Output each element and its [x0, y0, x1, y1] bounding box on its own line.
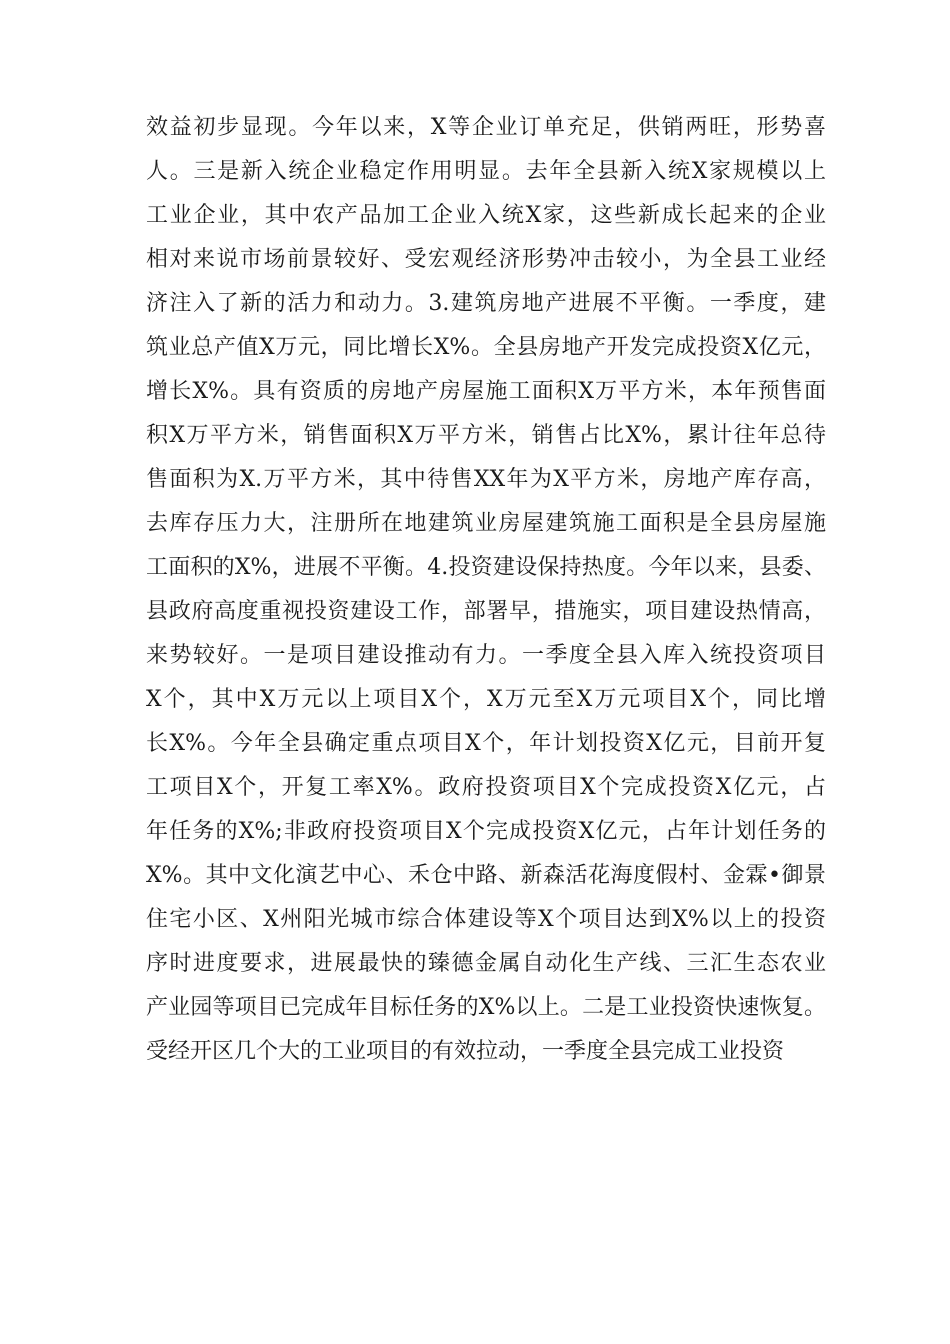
text-line: 受经开区几个大的工业项目的有效拉动，一季度全县完成工业投资: [146, 1039, 785, 1064]
text-line: X%。其中文化演艺中心、禾仓中路、新森活花海度假村、金霖•御景: [146, 863, 826, 888]
text-line: 工面积的X%，进展不平衡。4.投资建设保持热度。今年以来，县委、: [146, 555, 826, 580]
text-line: 去库存压力大，注册所在地建筑业房屋建筑施工面积是全县房屋施: [146, 511, 826, 536]
text-line: 产业园等项目已完成年目标任务的X%以上。二是工业投资快速恢复。: [146, 995, 826, 1020]
text-line: 来势较好。一是项目建设推动有力。一季度全县入库入统投资项目: [146, 643, 826, 668]
text-line: 人。三是新入统企业稳定作用明显。去年全县新入统X家规模以上: [146, 159, 826, 184]
text-line: 长X%。今年全县确定重点项目X个，年计划投资X亿元，目前开复: [146, 731, 826, 756]
text-line: 年任务的X%;非政府投资项目X个完成投资X亿元，占年计划任务的: [146, 819, 826, 844]
text-line: 住宅小区、X州阳光城市综合体建设等X个项目达到X%以上的投资: [146, 907, 826, 932]
text-line: X个，其中X万元以上项目X个，X万元至X万元项目X个，同比增: [146, 687, 826, 712]
text-line: 工项目X个，开复工率X%。政府投资项目X个完成投资X亿元，占: [146, 775, 826, 800]
text-line: 序时进度要求，进展最快的臻德金属自动化生产线、三汇生态农业: [146, 951, 826, 976]
text-line: 筑业总产值X万元，同比增长X%。全县房地产开发完成投资X亿元，: [146, 335, 826, 360]
text-line: 售面积为X.万平方米，其中待售XX年为X平方米，房地产库存高，: [146, 467, 826, 492]
text-line: 工业企业，其中农产品加工企业入统X家，这些新成长起来的企业: [146, 203, 826, 228]
text-line: 积X万平方米，销售面积X万平方米，销售占比X%，累计往年总待: [146, 423, 826, 448]
text-line: 县政府高度重视投资建设工作，部署早，措施实，项目建设热情高，: [146, 599, 826, 624]
body-text: [146, 106, 826, 1074]
text-line: 效益初步显现。今年以来，X等企业订单充足，供销两旺，形势喜: [146, 115, 826, 140]
text-line: 相对来说市场前景较好、受宏观经济形势冲击较小，为全县工业经: [146, 247, 826, 272]
text-line: 济注入了新的活力和动力。3.建筑房地产进展不平衡。一季度，建: [146, 291, 826, 316]
text-line: 增长X%。具有资质的房地产房屋施工面积X万平方米，本年预售面: [146, 379, 826, 404]
